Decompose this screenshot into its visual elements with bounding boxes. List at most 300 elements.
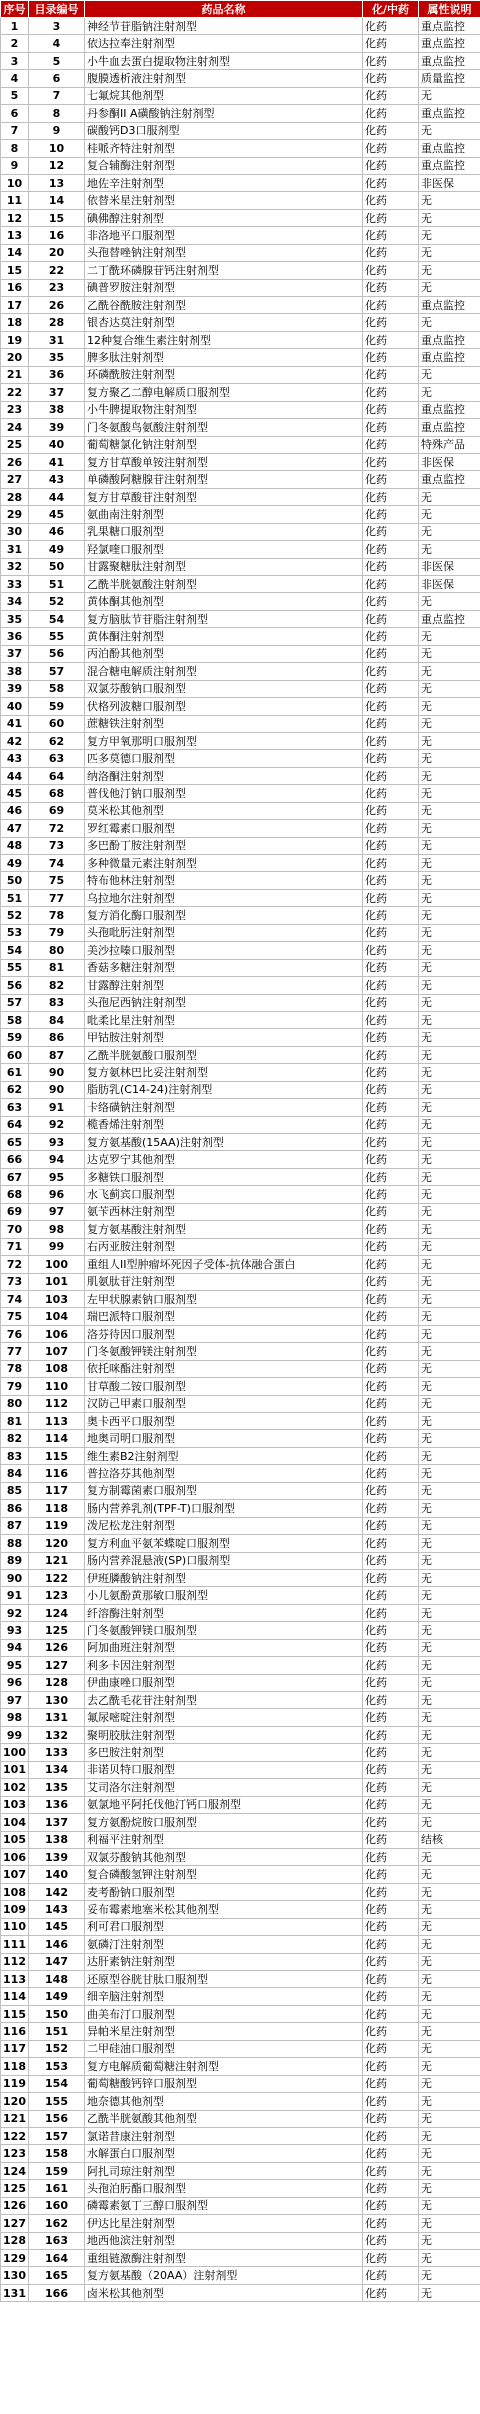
cell-attribute: 无 xyxy=(419,2005,480,2022)
cell-drug-type: 化药 xyxy=(363,1290,419,1307)
cell-serial: 4 xyxy=(1,70,29,87)
table-row xyxy=(1,1517,480,1534)
table-row xyxy=(1,1308,480,1325)
cell-attribute: 无 xyxy=(419,209,480,226)
cell-attribute: 无 xyxy=(419,1744,480,1761)
table-row xyxy=(1,1761,480,1778)
cell-attribute: 无 xyxy=(419,1395,480,1412)
cell-catalog-code: 52 xyxy=(29,593,85,610)
cell-drug-name: 小牛血去蛋白提取物注射剂型 xyxy=(85,52,363,69)
cell-drug-name: 地西他滨注射剂型 xyxy=(85,2232,363,2249)
cell-attribute: 重点监控 xyxy=(419,419,480,436)
cell-drug-name: 复方脑肽节苷脂注射剂型 xyxy=(85,610,363,627)
cell-drug-name: 复方制霉菌素口服剂型 xyxy=(85,1482,363,1499)
cell-drug-type: 化药 xyxy=(363,1134,419,1151)
cell-drug-name: 多种微量元素注射剂型 xyxy=(85,855,363,872)
cell-attribute: 无 xyxy=(419,1639,480,1656)
cell-drug-name: 碘佛醇注射剂型 xyxy=(85,209,363,226)
table-row xyxy=(1,436,480,453)
table-row xyxy=(1,1953,480,1970)
cell-drug-type: 化药 xyxy=(363,2005,419,2022)
cell-serial: 55 xyxy=(1,959,29,976)
cell-drug-type: 化药 xyxy=(363,349,419,366)
cell-drug-name: 左甲状腺素钠口服剂型 xyxy=(85,1290,363,1307)
table-row xyxy=(1,1413,480,1430)
cell-catalog-code: 93 xyxy=(29,1134,85,1151)
cell-attribute: 无 xyxy=(419,2145,480,2162)
cell-drug-type: 化药 xyxy=(363,1186,419,1203)
cell-serial: 126 xyxy=(1,2197,29,2214)
cell-drug-type: 化药 xyxy=(363,1988,419,2005)
cell-attribute: 无 xyxy=(419,1761,480,1778)
cell-serial: 84 xyxy=(1,1465,29,1482)
cell-attribute: 无 xyxy=(419,1709,480,1726)
cell-serial: 109 xyxy=(1,1901,29,1918)
table-row xyxy=(1,977,480,994)
table-row xyxy=(1,2023,480,2040)
cell-attribute: 无 xyxy=(419,541,480,558)
table-row xyxy=(1,1064,480,1081)
cell-drug-type: 化药 xyxy=(363,1064,419,1081)
cell-drug-type: 化药 xyxy=(363,872,419,889)
cell-catalog-code: 103 xyxy=(29,1290,85,1307)
cell-catalog-code: 77 xyxy=(29,889,85,906)
table-row xyxy=(1,1657,480,1674)
table-row xyxy=(1,1273,480,1290)
cell-catalog-code: 140 xyxy=(29,1866,85,1883)
cell-catalog-code: 155 xyxy=(29,2093,85,2110)
cell-catalog-code: 123 xyxy=(29,1587,85,1604)
cell-drug-name: 阿扎司琼注射剂型 xyxy=(85,2162,363,2179)
cell-attribute: 重点监控 xyxy=(419,18,480,35)
cell-catalog-code: 131 xyxy=(29,1709,85,1726)
cell-attribute: 无 xyxy=(419,959,480,976)
cell-drug-name: 吡柔比星注射剂型 xyxy=(85,1011,363,1028)
cell-drug-type: 化药 xyxy=(363,52,419,69)
cell-catalog-code: 148 xyxy=(29,1971,85,1988)
cell-drug-type: 化药 xyxy=(363,1465,419,1482)
cell-attribute: 无 xyxy=(419,1587,480,1604)
cell-attribute: 无 xyxy=(419,366,480,383)
cell-drug-name: 维生素B2注射剂型 xyxy=(85,1447,363,1464)
cell-drug-type: 化药 xyxy=(363,331,419,348)
table-row xyxy=(1,401,480,418)
cell-drug-name: 环磷酰胺注射剂型 xyxy=(85,366,363,383)
cell-serial: 131 xyxy=(1,2284,29,2301)
cell-attribute: 无 xyxy=(419,2250,480,2267)
cell-attribute: 无 xyxy=(419,994,480,1011)
cell-drug-name: 肠内营养混悬液(SP)口服剂型 xyxy=(85,1552,363,1569)
cell-drug-type: 化药 xyxy=(363,1238,419,1255)
cell-attribute: 无 xyxy=(419,1604,480,1621)
cell-attribute: 无 xyxy=(419,1552,480,1569)
cell-drug-name: 重组人II型肿瘤坏死因子受体-抗体融合蛋白 xyxy=(85,1256,363,1273)
table-row xyxy=(1,942,480,959)
cell-attribute: 无 xyxy=(419,1046,480,1063)
cell-serial: 17 xyxy=(1,297,29,314)
cell-serial: 99 xyxy=(1,1726,29,1743)
cell-catalog-code: 8 xyxy=(29,105,85,122)
cell-drug-type: 化药 xyxy=(363,785,419,802)
cell-drug-name: 复方甘草酸苷注射剂型 xyxy=(85,488,363,505)
cell-drug-name: 右丙亚胺注射剂型 xyxy=(85,1238,363,1255)
cell-drug-name: 阿加曲班注射剂型 xyxy=(85,1639,363,1656)
cell-attribute: 无 xyxy=(419,1796,480,1813)
cell-drug-name: 复方氨酚烷胺口服剂型 xyxy=(85,1814,363,1831)
cell-drug-type: 化药 xyxy=(363,977,419,994)
cell-catalog-code: 45 xyxy=(29,506,85,523)
cell-drug-name: 甘露醇注射剂型 xyxy=(85,977,363,994)
cell-catalog-code: 69 xyxy=(29,802,85,819)
cell-drug-type: 化药 xyxy=(363,1029,419,1046)
cell-serial: 43 xyxy=(1,750,29,767)
cell-attribute: 无 xyxy=(419,1238,480,1255)
cell-drug-type: 化药 xyxy=(363,18,419,35)
cell-drug-name: 纳洛酮注射剂型 xyxy=(85,767,363,784)
table-row xyxy=(1,907,480,924)
cell-attribute: 无 xyxy=(419,1883,480,1900)
cell-drug-type: 化药 xyxy=(363,1308,419,1325)
table-row xyxy=(1,35,480,52)
cell-drug-type: 化药 xyxy=(363,2197,419,2214)
cell-drug-name: 伊曲康唑口服剂型 xyxy=(85,1674,363,1691)
cell-catalog-code: 154 xyxy=(29,2075,85,2092)
cell-catalog-code: 126 xyxy=(29,1639,85,1656)
table-row xyxy=(1,140,480,157)
cell-drug-name: 美沙拉嗪口服剂型 xyxy=(85,942,363,959)
cell-catalog-code: 14 xyxy=(29,192,85,209)
cell-drug-name: 罗红霉素口服剂型 xyxy=(85,820,363,837)
cell-catalog-code: 78 xyxy=(29,907,85,924)
cell-attribute: 特殊产品 xyxy=(419,436,480,453)
cell-serial: 80 xyxy=(1,1395,29,1412)
cell-serial: 125 xyxy=(1,2180,29,2197)
table-row xyxy=(1,1569,480,1586)
cell-serial: 98 xyxy=(1,1709,29,1726)
table-row xyxy=(1,855,480,872)
table-row xyxy=(1,1465,480,1482)
cell-attribute: 无 xyxy=(419,2197,480,2214)
cell-drug-name: 水飞蓟宾口服剂型 xyxy=(85,1186,363,1203)
table-row xyxy=(1,174,480,191)
table-row xyxy=(1,2110,480,2127)
cell-attribute: 无 xyxy=(419,1099,480,1116)
cell-drug-type: 化药 xyxy=(363,1343,419,1360)
cell-serial: 71 xyxy=(1,1238,29,1255)
cell-catalog-code: 98 xyxy=(29,1221,85,1238)
table-row xyxy=(1,279,480,296)
table-row xyxy=(1,209,480,226)
cell-drug-type: 化药 xyxy=(363,1569,419,1586)
cell-catalog-code: 82 xyxy=(29,977,85,994)
cell-attribute: 无 xyxy=(419,645,480,662)
table-row xyxy=(1,1360,480,1377)
cell-serial: 52 xyxy=(1,907,29,924)
cell-serial: 123 xyxy=(1,2145,29,2162)
table-row xyxy=(1,1814,480,1831)
cell-attribute: 无 xyxy=(419,2023,480,2040)
cell-attribute: 无 xyxy=(419,1936,480,1953)
cell-drug-type: 化药 xyxy=(363,750,419,767)
cell-catalog-code: 164 xyxy=(29,2250,85,2267)
cell-serial: 88 xyxy=(1,1535,29,1552)
cell-drug-name: 肠内营养乳剂(TPF-T)口服剂型 xyxy=(85,1500,363,1517)
cell-drug-name: 氨氯地平阿托伐他汀钙口服剂型 xyxy=(85,1796,363,1813)
cell-drug-type: 化药 xyxy=(363,2058,419,2075)
cell-drug-name: 达肝素钠注射剂型 xyxy=(85,1953,363,1970)
cell-catalog-code: 38 xyxy=(29,401,85,418)
cell-serial: 118 xyxy=(1,2058,29,2075)
cell-serial: 124 xyxy=(1,2162,29,2179)
cell-drug-name: 双氯芬酸钠其他剂型 xyxy=(85,1848,363,1865)
cell-drug-name: 黄体酮其他剂型 xyxy=(85,593,363,610)
cell-attribute: 无 xyxy=(419,1953,480,1970)
cell-drug-type: 化药 xyxy=(363,889,419,906)
cell-catalog-code: 26 xyxy=(29,297,85,314)
cell-drug-type: 化药 xyxy=(363,140,419,157)
cell-drug-type: 化药 xyxy=(363,2023,419,2040)
cell-drug-name: 复方甲氧那明口服剂型 xyxy=(85,732,363,749)
cell-attribute: 无 xyxy=(419,977,480,994)
cell-serial: 48 xyxy=(1,837,29,854)
cell-drug-type: 化药 xyxy=(363,663,419,680)
cell-drug-name: 复方甘草酸单铵注射剂型 xyxy=(85,453,363,470)
cell-drug-name: 聚明胶肽注射剂型 xyxy=(85,1726,363,1743)
cell-drug-type: 化药 xyxy=(363,837,419,854)
cell-drug-type: 化药 xyxy=(363,122,419,139)
cell-catalog-code: 74 xyxy=(29,855,85,872)
cell-drug-name: 混合糖电解质注射剂型 xyxy=(85,663,363,680)
table-row xyxy=(1,1901,480,1918)
cell-serial: 81 xyxy=(1,1413,29,1430)
cell-attribute: 无 xyxy=(419,1535,480,1552)
table-row xyxy=(1,680,480,697)
cell-attribute: 无 xyxy=(419,262,480,279)
cell-catalog-code: 79 xyxy=(29,924,85,941)
cell-catalog-code: 20 xyxy=(29,244,85,261)
cell-catalog-code: 51 xyxy=(29,576,85,593)
cell-drug-type: 化药 xyxy=(363,1936,419,1953)
table-row xyxy=(1,959,480,976)
cell-attribute: 无 xyxy=(419,1901,480,1918)
cell-drug-type: 化药 xyxy=(363,105,419,122)
cell-drug-name: 乌拉地尔注射剂型 xyxy=(85,889,363,906)
table-row xyxy=(1,314,480,331)
table-row xyxy=(1,192,480,209)
cell-drug-name: 甲钴胺注射剂型 xyxy=(85,1029,363,1046)
cell-attribute: 无 xyxy=(419,1622,480,1639)
cell-drug-name: 小牛脾提取物注射剂型 xyxy=(85,401,363,418)
cell-drug-type: 化药 xyxy=(363,1116,419,1133)
table-row xyxy=(1,244,480,261)
cell-serial: 37 xyxy=(1,645,29,662)
table-row xyxy=(1,837,480,854)
cell-drug-type: 化药 xyxy=(363,1500,419,1517)
cell-catalog-code: 80 xyxy=(29,942,85,959)
cell-catalog-code: 23 xyxy=(29,279,85,296)
table-row xyxy=(1,2093,480,2110)
cell-catalog-code: 83 xyxy=(29,994,85,1011)
cell-drug-type: 化药 xyxy=(363,1046,419,1063)
cell-attribute: 无 xyxy=(419,1064,480,1081)
cell-drug-type: 化药 xyxy=(363,715,419,732)
cell-drug-name: 乙酰半胱氨酸其他剂型 xyxy=(85,2110,363,2127)
cell-catalog-code: 99 xyxy=(29,1238,85,1255)
cell-drug-type: 化药 xyxy=(363,419,419,436)
cell-catalog-code: 151 xyxy=(29,2023,85,2040)
cell-serial: 93 xyxy=(1,1622,29,1639)
cell-drug-name: 氨磷汀注射剂型 xyxy=(85,1936,363,1953)
cell-serial: 13 xyxy=(1,227,29,244)
cell-drug-type: 化药 xyxy=(363,1221,419,1238)
cell-drug-name: 多巴胺注射剂型 xyxy=(85,1744,363,1761)
cell-attribute: 重点监控 xyxy=(419,401,480,418)
cell-attribute: 无 xyxy=(419,1726,480,1743)
cell-serial: 68 xyxy=(1,1186,29,1203)
cell-attribute: 无 xyxy=(419,2040,480,2057)
cell-serial: 51 xyxy=(1,889,29,906)
cell-attribute: 无 xyxy=(419,1011,480,1028)
cell-attribute: 结核 xyxy=(419,1831,480,1848)
table-row xyxy=(1,349,480,366)
cell-catalog-code: 10 xyxy=(29,140,85,157)
cell-drug-type: 化药 xyxy=(363,645,419,662)
table-row xyxy=(1,1936,480,1953)
cell-serial: 122 xyxy=(1,2127,29,2144)
cell-attribute: 重点监控 xyxy=(419,331,480,348)
cell-catalog-code: 15 xyxy=(29,209,85,226)
cell-serial: 53 xyxy=(1,924,29,941)
table-row xyxy=(1,715,480,732)
cell-catalog-code: 57 xyxy=(29,663,85,680)
cell-drug-type: 化药 xyxy=(363,994,419,1011)
cell-serial: 74 xyxy=(1,1290,29,1307)
cell-serial: 57 xyxy=(1,994,29,1011)
cell-attribute: 无 xyxy=(419,1081,480,1098)
cell-drug-type: 化药 xyxy=(363,732,419,749)
cell-attribute: 无 xyxy=(419,227,480,244)
cell-serial: 102 xyxy=(1,1779,29,1796)
cell-drug-name: 艾司洛尔注射剂型 xyxy=(85,1779,363,1796)
cell-catalog-code: 146 xyxy=(29,1936,85,1953)
cell-drug-type: 化药 xyxy=(363,1814,419,1831)
cell-catalog-code: 107 xyxy=(29,1343,85,1360)
cell-serial: 128 xyxy=(1,2232,29,2249)
cell-drug-type: 化药 xyxy=(363,1866,419,1883)
cell-drug-name: 门冬氨酸钾镁口服剂型 xyxy=(85,1622,363,1639)
cell-drug-name: 重组链激酶注射剂型 xyxy=(85,2250,363,2267)
cell-drug-name: 腹膜透析液注射剂型 xyxy=(85,70,363,87)
table-row xyxy=(1,384,480,401)
cell-attribute: 无 xyxy=(419,1971,480,1988)
cell-drug-name: 泼尼松龙注射剂型 xyxy=(85,1517,363,1534)
table-row xyxy=(1,767,480,784)
cell-catalog-code: 62 xyxy=(29,732,85,749)
cell-attribute: 无 xyxy=(419,1029,480,1046)
table-row xyxy=(1,1726,480,1743)
cell-drug-name: 蔗糖铁注射剂型 xyxy=(85,715,363,732)
cell-serial: 5 xyxy=(1,87,29,104)
cell-serial: 8 xyxy=(1,140,29,157)
cell-drug-type: 化药 xyxy=(363,279,419,296)
cell-drug-type: 化药 xyxy=(363,1674,419,1691)
table-row xyxy=(1,628,480,645)
cell-drug-name: 肌氨肽苷注射剂型 xyxy=(85,1273,363,1290)
cell-drug-name: 复方利血平氨苯蝶啶口服剂型 xyxy=(85,1535,363,1552)
cell-catalog-code: 117 xyxy=(29,1482,85,1499)
cell-serial: 65 xyxy=(1,1134,29,1151)
cell-catalog-code: 160 xyxy=(29,2197,85,2214)
cell-drug-type: 化药 xyxy=(363,1447,419,1464)
cell-catalog-code: 87 xyxy=(29,1046,85,1063)
cell-catalog-code: 114 xyxy=(29,1430,85,1447)
cell-attribute: 无 xyxy=(419,314,480,331)
cell-catalog-code: 147 xyxy=(29,1953,85,1970)
cell-catalog-code: 90 xyxy=(29,1064,85,1081)
cell-drug-name: 双氯芬酸钠口服剂型 xyxy=(85,680,363,697)
cell-attribute: 无 xyxy=(419,1413,480,1430)
table-row xyxy=(1,1099,480,1116)
table-row xyxy=(1,1552,480,1569)
cell-serial: 114 xyxy=(1,1988,29,2005)
cell-serial: 34 xyxy=(1,593,29,610)
cell-drug-name: 银杏达莫注射剂型 xyxy=(85,314,363,331)
cell-drug-type: 化药 xyxy=(363,1901,419,1918)
cell-serial: 30 xyxy=(1,523,29,540)
cell-drug-type: 化药 xyxy=(363,2145,419,2162)
cell-attribute: 无 xyxy=(419,2127,480,2144)
cell-drug-type: 化药 xyxy=(363,1883,419,1900)
cell-catalog-code: 159 xyxy=(29,2162,85,2179)
cell-catalog-code: 100 xyxy=(29,1256,85,1273)
table-row xyxy=(1,2232,480,2249)
cell-catalog-code: 139 xyxy=(29,1848,85,1865)
cell-drug-name: 普拉洛芬其他剂型 xyxy=(85,1465,363,1482)
table-row xyxy=(1,2145,480,2162)
table-row xyxy=(1,2215,480,2232)
cell-catalog-code: 137 xyxy=(29,1814,85,1831)
cell-drug-type: 化药 xyxy=(363,1325,419,1342)
cell-catalog-code: 5 xyxy=(29,52,85,69)
cell-drug-type: 化药 xyxy=(363,506,419,523)
cell-attribute: 无 xyxy=(419,1848,480,1865)
table-row xyxy=(1,1343,480,1360)
cell-catalog-code: 142 xyxy=(29,1883,85,1900)
cell-drug-type: 化药 xyxy=(363,558,419,575)
table-row xyxy=(1,366,480,383)
table-row xyxy=(1,750,480,767)
cell-attribute: 质量监控 xyxy=(419,70,480,87)
table-row xyxy=(1,1639,480,1656)
cell-serial: 61 xyxy=(1,1064,29,1081)
cell-drug-name: 非诺贝特口服剂型 xyxy=(85,1761,363,1778)
cell-catalog-code: 122 xyxy=(29,1569,85,1586)
cell-drug-name: 头孢替唑钠注射剂型 xyxy=(85,244,363,261)
cell-serial: 82 xyxy=(1,1430,29,1447)
table-row xyxy=(1,1395,480,1412)
cell-catalog-code: 134 xyxy=(29,1761,85,1778)
cell-serial: 58 xyxy=(1,1011,29,1028)
cell-catalog-code: 86 xyxy=(29,1029,85,1046)
cell-serial: 121 xyxy=(1,2110,29,2127)
cell-catalog-code: 165 xyxy=(29,2267,85,2284)
table-row xyxy=(1,523,480,540)
cell-serial: 113 xyxy=(1,1971,29,1988)
cell-attribute: 无 xyxy=(419,2058,480,2075)
cell-serial: 76 xyxy=(1,1325,29,1342)
cell-catalog-code: 132 xyxy=(29,1726,85,1743)
cell-catalog-code: 39 xyxy=(29,419,85,436)
